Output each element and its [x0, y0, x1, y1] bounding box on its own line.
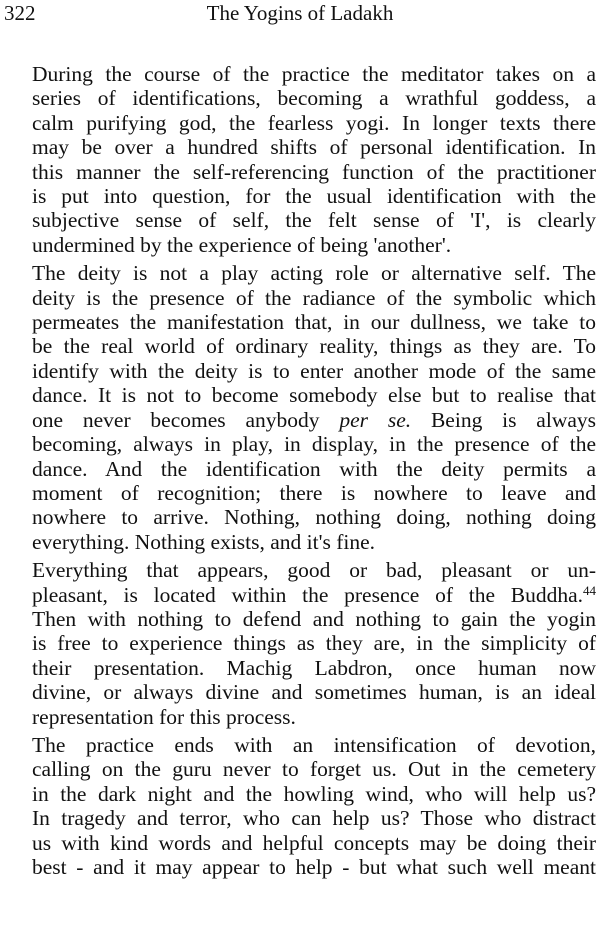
text-line: dance. It is not to become somebody else but to realise that [32, 383, 596, 408]
text-line: The deity is not a play acting role or alternative self. The [32, 261, 596, 286]
text-line: calling on the guru never to forget us. Out in the cemetery [32, 757, 596, 782]
text-line: dance. And the identification with the deity permits a [32, 456, 596, 481]
paragraph-4 [4, 733, 596, 879]
text-line-with-footnote [4, 583, 596, 607]
running-header [4, 0, 596, 26]
text-line: may be over a hundred shifts of personal identification. In [32, 135, 596, 160]
text-line: us with kind words and helpful concepts may be doing their [32, 830, 596, 855]
italic-phrase: per se. [339, 407, 412, 432]
text-line: nowhere to arrive. Nothing, nothing doing, nothing doing [32, 505, 596, 530]
running-title: The Yogins of Ladakh [206, 1, 394, 25]
text-line: subjective sense of self, the felt sense of 'I', is clearly [32, 208, 596, 233]
text-line: Then with nothing to defend and nothing to gain the yogin [32, 606, 596, 631]
text-line: their presentation. Machig Labdron, once human now [32, 655, 596, 680]
text-line: divine, or always divine and sometimes human, is an ideal [32, 680, 596, 705]
text-line: be the real world of ordinary reality, things as they are. To [32, 334, 596, 359]
text-line: calm purifying god, the fearless yogi. In longer texts there [32, 110, 596, 135]
text-line: deity is the presence of the radiance of the symbolic which [32, 285, 596, 310]
text-line: moment of recognition; there is nowhere to leave and [32, 480, 596, 505]
paragraph-2 [4, 261, 596, 554]
text-line: In tragedy and terror, who can help us? Those who distract [32, 806, 596, 831]
text-segment: pleasant, is located within the presence of the Buddha. [32, 582, 583, 607]
page-number: 322 [4, 1, 36, 25]
text-line: undermined by the experience of being 'another'. [32, 232, 452, 257]
text-line: becoming, always in play, in display, in the presence of the [32, 432, 596, 457]
text-line: is put into question, for the usual identification with the [32, 184, 596, 209]
text-line: this manner the self-referencing function of the practitioner [32, 159, 596, 184]
paragraph-3 [4, 558, 596, 729]
text-line: is free to experience things as they are, in the simplicity of [32, 631, 596, 656]
text-line: During the course of the practice the meditator takes on a [32, 62, 596, 86]
text-segment: one never becomes anybody [32, 407, 320, 432]
text-line: identify with the deity is to enter another mode of the same [32, 358, 596, 383]
text-segment: Being is always [430, 407, 597, 432]
text-line: The practice ends with an intensification of devotion, [32, 732, 596, 757]
text-line: representation for this process. [32, 704, 296, 729]
text-line: everything. Nothing exists, and it's fine. [32, 529, 376, 554]
text-line: permeates the manifestation that, in our dullness, we take to [32, 310, 596, 335]
text-line: in the dark night and the howling wind, who will help us? [32, 781, 596, 806]
body-text [4, 62, 596, 883]
footnote-marker: 44 [583, 582, 596, 598]
text-line-with-italic [4, 408, 596, 432]
text-line: best - and it may appear to help - but what such well meant [32, 855, 596, 879]
text-line: Everything that appears, good or bad, pleasant or un- [32, 558, 596, 583]
text-line: series of identifications, becoming a wrathful goddess, a [32, 86, 596, 111]
paragraph-1 [4, 62, 596, 257]
